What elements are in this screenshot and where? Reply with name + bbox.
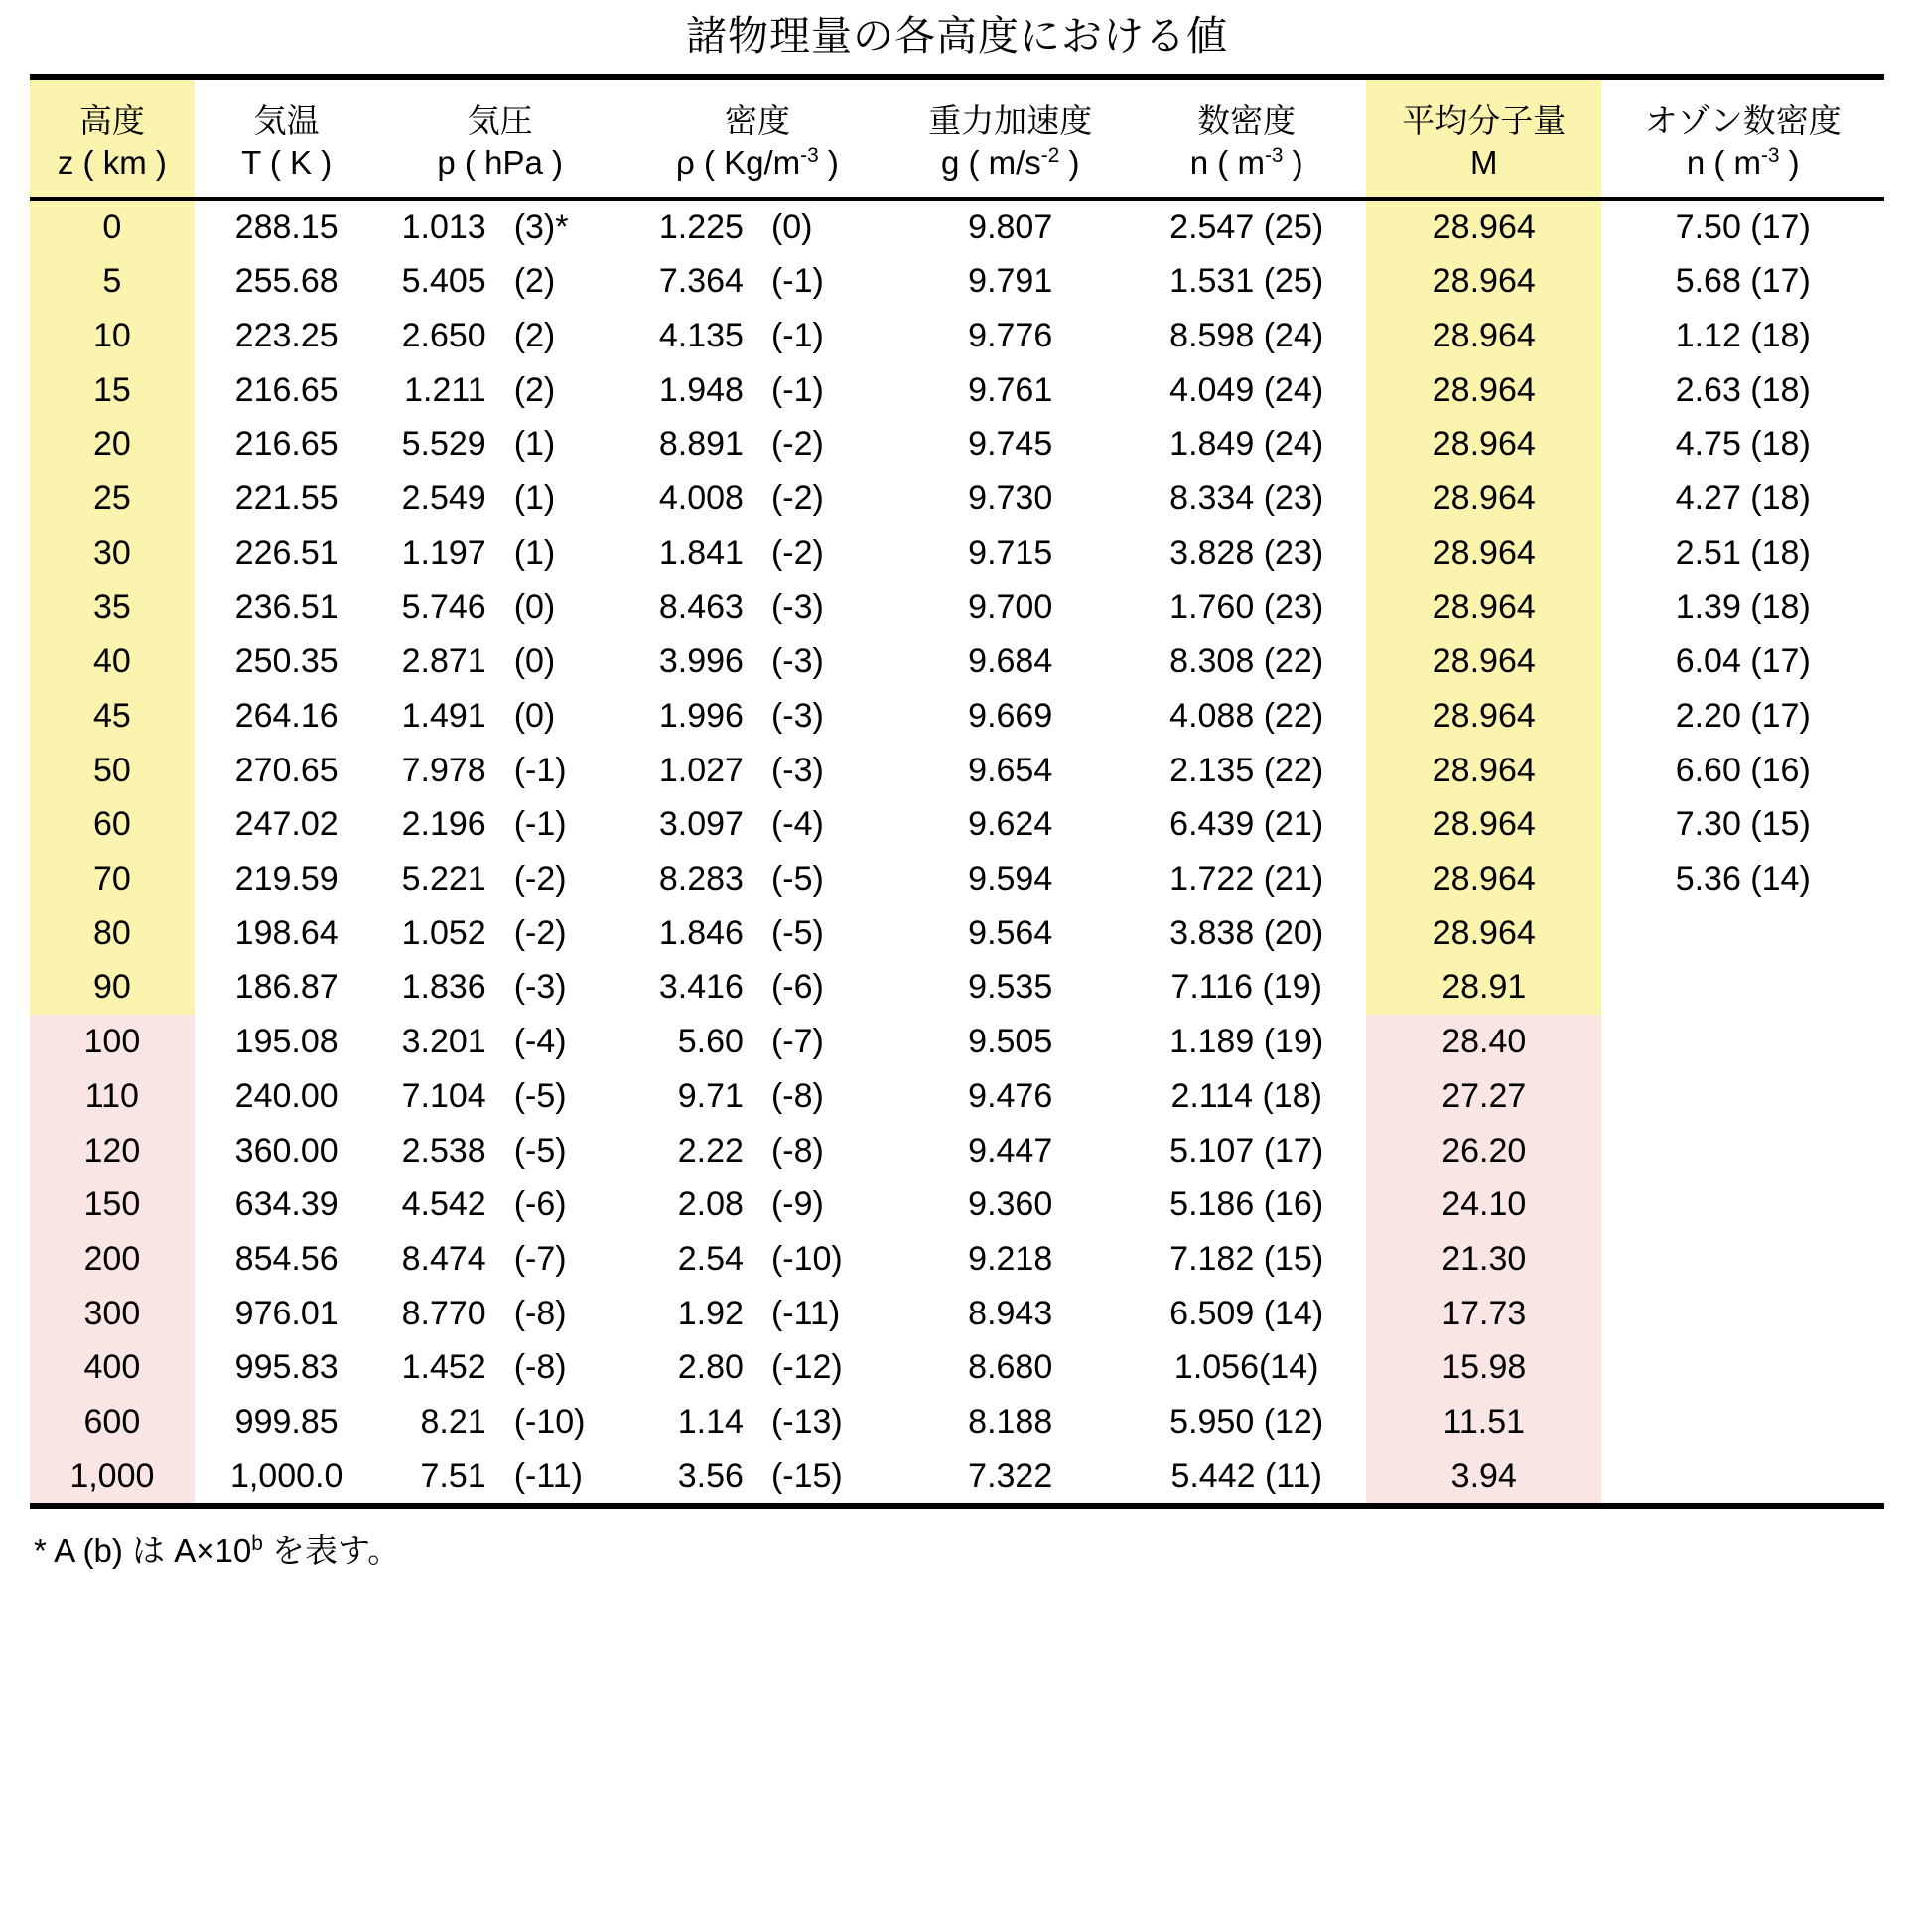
cell-density: 7.364 (-1) — [658, 262, 824, 301]
cell-gravity: 9.360 — [968, 1185, 1053, 1224]
cell-temperature: 1,000.0 — [195, 1449, 379, 1507]
cell-pressure: 1.491 (0) — [401, 696, 556, 735]
cell-pressure: 2.538 (-5) — [401, 1131, 567, 1170]
cell-number-density: 8.334 (23) — [1169, 480, 1324, 518]
cell-number-density: 7.182 (15) — [1169, 1239, 1324, 1278]
cell-density: 1.14 (-13) — [677, 1403, 843, 1442]
cell-density: 9.71 (-8) — [677, 1076, 824, 1115]
table-row — [30, 689, 1884, 744]
table-row — [30, 580, 1884, 634]
column-header-p — [379, 77, 621, 198]
cell-temperature: 216.65 — [234, 370, 339, 409]
cell-number-density: 8.598 (24) — [1169, 316, 1324, 354]
cell-altitude: 5 — [30, 254, 195, 309]
cell-gravity: 9.791 — [968, 262, 1053, 301]
cell-gravity: 9.218 — [968, 1239, 1053, 1278]
cell-altitude: 70 — [30, 852, 195, 906]
cell-ozone-number-density: 2.63 (18) — [1675, 370, 1811, 409]
cell-altitude: 150 — [30, 1177, 195, 1232]
cell-density: 2.08 (-9) — [677, 1185, 824, 1224]
cell-number-density: 1.531 (25) — [1169, 262, 1324, 301]
cell-mean-molecular-weight: 27.27 — [1366, 1069, 1601, 1124]
cell-mean-molecular-weight: 28.964 — [1366, 309, 1601, 363]
table-row — [30, 744, 1884, 798]
cell-temperature: 216.65 — [234, 425, 339, 464]
cell-ozone-number-density — [1601, 906, 1884, 961]
table-row — [30, 254, 1884, 309]
cell-altitude: 90 — [30, 960, 195, 1015]
cell-temperature: 221.55 — [234, 480, 339, 518]
cell-temperature: 255.68 — [234, 262, 339, 301]
cell-mean-molecular-weight: 3.94 — [1366, 1449, 1601, 1507]
cell-number-density: 6.439 (21) — [1169, 805, 1324, 844]
cell-pressure: 5.221 (-2) — [401, 860, 567, 897]
cell-density: 1.948 (-1) — [658, 370, 824, 409]
cell-altitude: 45 — [30, 689, 195, 744]
cell-density: 5.60 (-7) — [677, 1023, 824, 1061]
cell-altitude: 600 — [30, 1395, 195, 1449]
cell-ozone-number-density: 5.68 (17) — [1675, 262, 1811, 301]
cell-ozone-number-density: 1.39 (18) — [1675, 588, 1811, 626]
column-header-label-rho: 密度 — [724, 102, 790, 140]
cell-mean-molecular-weight: 21.30 — [1366, 1232, 1601, 1287]
column-header-label-n: 数密度 — [1197, 102, 1297, 140]
cell-gravity: 9.730 — [968, 480, 1053, 518]
cell-ozone-number-density — [1601, 1449, 1884, 1507]
cell-gravity: 9.594 — [968, 860, 1053, 897]
cell-mean-molecular-weight: 28.964 — [1366, 526, 1601, 581]
cell-mean-molecular-weight: 28.964 — [1366, 580, 1601, 634]
cell-ozone-number-density — [1601, 1232, 1884, 1287]
table-row — [30, 852, 1884, 906]
cell-temperature: 634.39 — [234, 1185, 339, 1224]
cell-number-density: 5.950 (12) — [1169, 1403, 1324, 1442]
cell-density: 1.841 (-2) — [658, 533, 824, 572]
cell-pressure: 1.211 (2) — [404, 370, 556, 409]
page-title: 諸物理量の各高度における値 — [686, 13, 1228, 59]
column-header-T — [195, 77, 379, 198]
table-row — [30, 797, 1884, 852]
cell-temperature: 976.01 — [234, 1294, 339, 1332]
cell-ozone-number-density: 1.12 (18) — [1675, 316, 1811, 354]
cell-ozone-number-density — [1601, 1124, 1884, 1178]
cell-temperature: 264.16 — [234, 696, 339, 735]
column-header-label-p: 気圧 — [467, 102, 533, 140]
cell-altitude: 200 — [30, 1232, 195, 1287]
cell-mean-molecular-weight: 28.964 — [1366, 852, 1601, 906]
cell-altitude: 300 — [30, 1287, 195, 1341]
cell-pressure: 8.770 (-8) — [401, 1294, 567, 1332]
table-header — [30, 77, 1884, 198]
table-row — [30, 1015, 1884, 1069]
cell-mean-molecular-weight: 28.40 — [1366, 1015, 1601, 1069]
cell-ozone-number-density: 4.75 (18) — [1675, 425, 1811, 464]
cell-density: 4.008 (-2) — [658, 480, 824, 518]
table-row — [30, 1340, 1884, 1395]
cell-pressure: 5.405 (2) — [401, 262, 556, 301]
cell-temperature: 250.35 — [234, 642, 339, 681]
cell-altitude: 0 — [30, 199, 195, 255]
cell-density: 2.54 (-10) — [677, 1239, 843, 1278]
cell-gravity: 9.807 — [893, 199, 1127, 255]
cell-mean-molecular-weight: 28.964 — [1366, 797, 1601, 852]
cell-density: 1.92 (-11) — [677, 1294, 841, 1332]
cell-altitude: 50 — [30, 744, 195, 798]
cell-density: 1.027 (-3) — [658, 751, 824, 789]
cell-number-density: 4.049 (24) — [1169, 370, 1324, 409]
cell-ozone-number-density — [1601, 1015, 1884, 1069]
cell-pressure: 1.452 (-8) — [401, 1348, 567, 1387]
cell-ozone-number-density: 5.36 (14) — [1675, 860, 1811, 897]
cell-number-density: 8.308 (22) — [1169, 642, 1324, 681]
cell-temperature: 236.51 — [234, 588, 339, 626]
cell-pressure: 3.201 (-4) — [401, 1023, 567, 1061]
cell-number-density: 1.760 (23) — [1169, 588, 1324, 626]
cell-temperature: 360.00 — [234, 1131, 339, 1170]
cell-gravity: 9.745 — [968, 425, 1053, 464]
cell-density: 4.135 (-1) — [658, 316, 824, 354]
footnote: * A (b) は $A\times 10^b$ を表す。 — [34, 1532, 401, 1570]
cell-density: 3.56 (-15) — [621, 1449, 893, 1507]
header-row — [30, 77, 1884, 198]
cell-gravity: 9.669 — [968, 696, 1053, 735]
cell-mean-molecular-weight: 11.51 — [1366, 1395, 1601, 1449]
cell-temperature: 854.56 — [234, 1239, 339, 1278]
column-header-units-rho: ρ ( $Kg/m^{-3}$ ) — [676, 144, 839, 182]
cell-density: 1.846 (-5) — [658, 913, 824, 952]
cell-pressure: 1.013 (3)* — [379, 199, 621, 255]
cell-ozone-number-density — [1601, 1069, 1884, 1124]
cell-temperature: 195.08 — [234, 1023, 339, 1061]
column-header-units-p: p ( hPa ) — [437, 144, 563, 182]
cell-altitude: 110 — [30, 1069, 195, 1124]
cell-altitude: 80 — [30, 906, 195, 961]
cell-gravity: 9.564 — [968, 913, 1053, 952]
cell-gravity: 8.680 — [968, 1348, 1053, 1387]
cell-gravity: 8.188 — [968, 1403, 1053, 1442]
cell-gravity: 9.535 — [968, 968, 1053, 1007]
table-row — [30, 309, 1884, 363]
cell-temperature: 247.02 — [234, 805, 339, 844]
cell-altitude: 20 — [30, 417, 195, 472]
cell-number-density: 2.114 (18) — [1170, 1076, 1322, 1115]
cell-number-density: 5.107 (17) — [1169, 1131, 1324, 1170]
cell-mean-molecular-weight: 24.10 — [1366, 1177, 1601, 1232]
cell-density: 2.80 (-12) — [677, 1348, 843, 1387]
cell-gravity: 9.684 — [968, 642, 1053, 681]
cell-altitude: 10 — [30, 309, 195, 363]
cell-number-density: 1.056(14) — [1173, 1348, 1319, 1387]
cell-ozone-number-density: 6.60 (16) — [1675, 751, 1811, 789]
table-row — [30, 1177, 1884, 1232]
cell-number-density: 3.838 (20) — [1169, 913, 1324, 952]
cell-gravity: 7.322 — [893, 1449, 1127, 1507]
cell-density: 1.996 (-3) — [658, 696, 824, 735]
cell-mean-molecular-weight: 28.964 — [1366, 199, 1601, 255]
cell-gravity: 9.476 — [968, 1076, 1053, 1115]
cell-temperature: 995.83 — [234, 1348, 339, 1387]
cell-pressure: 5.746 (0) — [401, 588, 556, 626]
cell-number-density: 5.186 (16) — [1169, 1185, 1324, 1224]
cell-altitude: 100 — [30, 1015, 195, 1069]
cell-pressure: 2.196 (-1) — [401, 805, 567, 844]
cell-pressure: 2.549 (1) — [401, 480, 556, 518]
cell-altitude: 1,000 — [30, 1449, 195, 1507]
cell-pressure: 4.542 (-6) — [401, 1185, 567, 1224]
column-header-units-o3: n ( $m^{-3}$ ) — [1686, 144, 1800, 182]
cell-density: 2.22 (-8) — [677, 1131, 824, 1170]
cell-gravity: 9.761 — [968, 370, 1053, 409]
cell-ozone-number-density: 7.50 (17) — [1601, 199, 1884, 255]
cell-pressure: 7.51 (-11) — [379, 1449, 621, 1507]
column-header-g — [893, 77, 1127, 198]
cell-pressure: 8.21 (-10) — [420, 1403, 586, 1442]
cell-ozone-number-density: 6.04 (17) — [1675, 642, 1811, 681]
cell-altitude: 15 — [30, 363, 195, 418]
column-header-units-z: z ( km ) — [57, 144, 167, 182]
cell-temperature: 198.64 — [234, 913, 339, 952]
cell-gravity: 8.943 — [968, 1294, 1053, 1332]
column-header-z — [30, 77, 195, 198]
column-header-label-M: 平均分子量 — [1402, 102, 1567, 140]
cell-gravity: 9.505 — [968, 1023, 1053, 1061]
column-header-units-n: n ( $m^{-3}$ ) — [1189, 144, 1303, 182]
table-row — [30, 363, 1884, 418]
cell-temperature: 240.00 — [234, 1076, 339, 1115]
column-header-rho — [621, 77, 893, 198]
column-header-units-g: g ( $m/s^{-2}$ ) — [940, 144, 1080, 182]
cell-mean-molecular-weight: 28.964 — [1366, 906, 1601, 961]
table-row — [30, 1287, 1884, 1341]
column-header-o3 — [1601, 77, 1884, 198]
cell-mean-molecular-weight: 28.964 — [1366, 744, 1601, 798]
cell-pressure: 1.052 (-2) — [401, 913, 567, 952]
cell-number-density: 1.849 (24) — [1169, 425, 1324, 464]
cell-pressure: 5.529 (1) — [401, 425, 556, 464]
cell-density: 8.283 (-5) — [658, 860, 824, 897]
cell-number-density: 5.442 (11) — [1127, 1449, 1366, 1507]
cell-temperature: 226.51 — [234, 533, 339, 572]
cell-temperature: 270.65 — [234, 751, 339, 789]
cell-mean-molecular-weight: 15.98 — [1366, 1340, 1601, 1395]
cell-ozone-number-density — [1601, 1340, 1884, 1395]
cell-pressure: 7.978 (-1) — [401, 751, 567, 789]
cell-density: 8.891 (-2) — [658, 425, 824, 464]
cell-number-density: 1.722 (21) — [1169, 860, 1324, 897]
cell-ozone-number-density — [1601, 1395, 1884, 1449]
cell-temperature: 186.87 — [234, 968, 339, 1007]
cell-mean-molecular-weight: 28.964 — [1366, 254, 1601, 309]
cell-ozone-number-density — [1601, 1287, 1884, 1341]
cell-mean-molecular-weight: 28.964 — [1366, 634, 1601, 689]
cell-gravity: 9.700 — [968, 588, 1053, 626]
cell-temperature: 223.25 — [234, 316, 339, 354]
table-body — [30, 199, 1884, 1507]
table-row — [30, 960, 1884, 1015]
cell-altitude: 30 — [30, 526, 195, 581]
column-header-label-T: 気温 — [253, 102, 320, 140]
cell-ozone-number-density: 2.20 (17) — [1675, 696, 1811, 735]
atmosphere-values-table — [30, 74, 1884, 1509]
cell-mean-molecular-weight: 28.964 — [1366, 417, 1601, 472]
column-header-label-o3: オゾン数密度 — [1644, 102, 1842, 140]
table-row — [30, 472, 1884, 526]
cell-number-density: 6.509 (14) — [1169, 1294, 1324, 1332]
table-row — [30, 1069, 1884, 1124]
column-header-label-z: 高度 — [78, 102, 145, 140]
table-row — [30, 526, 1884, 581]
column-header-units-T: T ( K ) — [241, 144, 333, 182]
cell-gravity: 9.715 — [968, 533, 1053, 572]
cell-gravity: 9.654 — [968, 751, 1053, 789]
cell-ozone-number-density — [1601, 1177, 1884, 1232]
table-row — [30, 1124, 1884, 1178]
cell-pressure: 1.836 (-3) — [401, 968, 567, 1007]
cell-mean-molecular-weight: 28.964 — [1366, 472, 1601, 526]
cell-gravity: 9.447 — [968, 1131, 1053, 1170]
cell-number-density: 3.828 (23) — [1169, 533, 1324, 572]
cell-number-density: 7.116 (19) — [1170, 968, 1322, 1007]
cell-number-density: 4.088 (22) — [1169, 696, 1324, 735]
cell-pressure: 2.650 (2) — [401, 316, 556, 354]
cell-pressure: 7.104 (-5) — [401, 1076, 567, 1115]
table-row — [30, 634, 1884, 689]
cell-density: 8.463 (-3) — [658, 588, 824, 626]
cell-gravity: 9.624 — [968, 805, 1053, 844]
cell-number-density: 2.135 (22) — [1169, 751, 1324, 789]
table-row — [30, 1449, 1884, 1507]
table-row — [30, 417, 1884, 472]
cell-altitude: 35 — [30, 580, 195, 634]
cell-altitude: 120 — [30, 1124, 195, 1178]
cell-temperature: 219.59 — [234, 860, 339, 897]
cell-pressure: 1.197 (1) — [401, 533, 556, 572]
column-header-M — [1366, 77, 1601, 198]
cell-density: 3.416 (-6) — [658, 968, 824, 1007]
table-row — [30, 199, 1884, 255]
table-row — [30, 1232, 1884, 1287]
cell-ozone-number-density — [1601, 960, 1884, 1015]
cell-altitude: 400 — [30, 1340, 195, 1395]
cell-mean-molecular-weight: 28.964 — [1366, 363, 1601, 418]
cell-temperature: 288.15 — [195, 199, 379, 255]
cell-mean-molecular-weight: 28.91 — [1366, 960, 1601, 1015]
table-row — [30, 1395, 1884, 1449]
table-row — [30, 906, 1884, 961]
cell-density: 1.225 (0) — [621, 199, 893, 255]
cell-number-density: 2.547 (25) — [1127, 199, 1366, 255]
cell-gravity: 9.776 — [968, 316, 1053, 354]
cell-pressure: 2.871 (0) — [401, 642, 556, 681]
column-header-label-g: 重力加速度 — [928, 102, 1093, 140]
cell-ozone-number-density: 4.27 (18) — [1675, 480, 1811, 518]
column-header-n — [1127, 77, 1366, 198]
cell-density: 3.996 (-3) — [658, 642, 824, 681]
cell-altitude: 60 — [30, 797, 195, 852]
cell-mean-molecular-weight: 17.73 — [1366, 1287, 1601, 1341]
cell-altitude: 25 — [30, 472, 195, 526]
cell-mean-molecular-weight: 26.20 — [1366, 1124, 1601, 1178]
cell-mean-molecular-weight: 28.964 — [1366, 689, 1601, 744]
cell-temperature: 999.85 — [234, 1403, 339, 1442]
cell-pressure: 8.474 (-7) — [401, 1239, 567, 1278]
column-header-units-M: M — [1470, 144, 1498, 182]
cell-ozone-number-density: 2.51 (18) — [1675, 533, 1811, 572]
cell-ozone-number-density: 7.30 (15) — [1675, 805, 1811, 844]
cell-altitude: 40 — [30, 634, 195, 689]
cell-density: 3.097 (-4) — [658, 805, 824, 844]
cell-number-density: 1.189 (19) — [1169, 1023, 1324, 1061]
